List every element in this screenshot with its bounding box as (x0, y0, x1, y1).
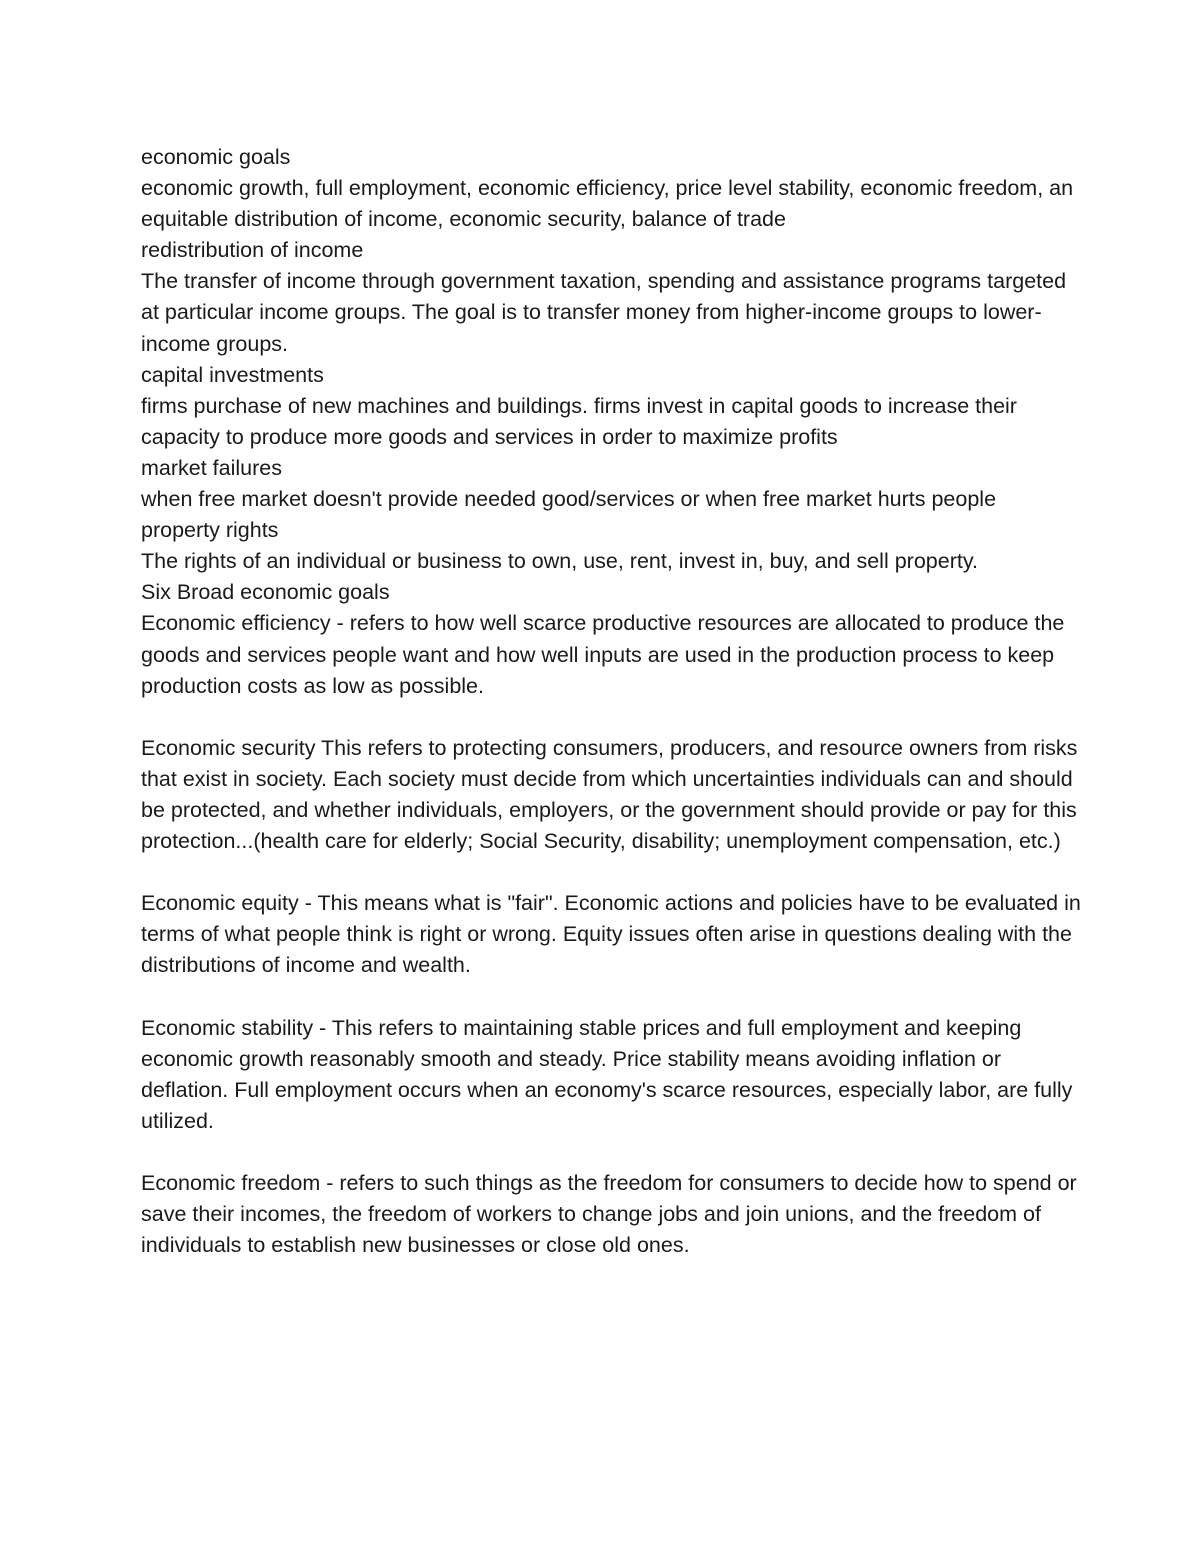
definition-economic-efficiency: Economic efficiency - refers to how well scarce productive resources are allocated to produce the goods and services people want and how well inputs are used in the production process to keep production costs as low as possible. (141, 611, 1065, 698)
term-capital-investments: capital investments (141, 362, 324, 387)
paragraph-spacer (141, 982, 1081, 1013)
definition-redistribution-of-income: The transfer of income through government taxation, spending and assistance programs targeted at particular income groups. The goal is to transfer money from higher-income groups to lower-income groups. (141, 269, 1067, 356)
term-redistribution-of-income: redistribution of income (141, 238, 364, 263)
definition-capital-investments: firms purchase of new machines and buildings. firms invest in capital goods to increase their capacity to produce more goods and services in order to maximize profits (141, 393, 1017, 449)
paragraph-economic-freedom: Economic freedom - refers to such things as the freedom for consumers to decide how to spend or save their incomes, the freedom of workers to change jobs and join unions, and the freedom of individuals to establish new businesses or close old ones. (141, 1171, 1077, 1258)
definition-market-failures: when free market doesn't provide needed good/services or when free market hurts people (141, 487, 997, 512)
term-property-rights: property rights (141, 518, 279, 543)
paragraph-economic-stability: Economic stability - This refers to maintaining stable prices and full employment and keeping economic growth reasonably smooth and steady. Price stability means avoiding inflation or deflation. Full employment occurs when an economy's scarce resources, especially labor, are fully utilized. (141, 1015, 1073, 1133)
term-six-broad-economic-goals: Six Broad economic goals (141, 580, 390, 605)
term-economic-goals: economic goals (141, 145, 291, 169)
document-body (141, 142, 1081, 1261)
paragraph-economic-security: Economic security This refers to protecting consumers, producers, and resource owners from risks that exist in society. Each society must decide from which uncertainties individuals can and should be protected, and whether individuals, employers, or the government should provide or pay for this protection...(health care for elderly; Social Security, disability; unemployment compensation, etc.) (141, 735, 1078, 854)
paragraph-spacer (141, 857, 1081, 888)
definition-property-rights: The rights of an individual or business to own, use, rent, invest in, buy, and sell property. (141, 549, 978, 574)
definition-economic-goals: economic growth, full employment, economic efficiency, price level stability, economic freedom, an equitable distribution of income, economic security, balance of trade (141, 176, 1074, 232)
paragraph-spacer (141, 702, 1081, 733)
paragraph-spacer (141, 1137, 1081, 1168)
paragraph-economic-equity: Economic equity - This means what is "fair". Economic actions and policies have to be evaluated in terms of what people think is right or wrong. Equity issues often arise in questions dealing with the distributions of income and wealth. (141, 891, 1081, 978)
term-market-failures: market failures (141, 455, 282, 480)
